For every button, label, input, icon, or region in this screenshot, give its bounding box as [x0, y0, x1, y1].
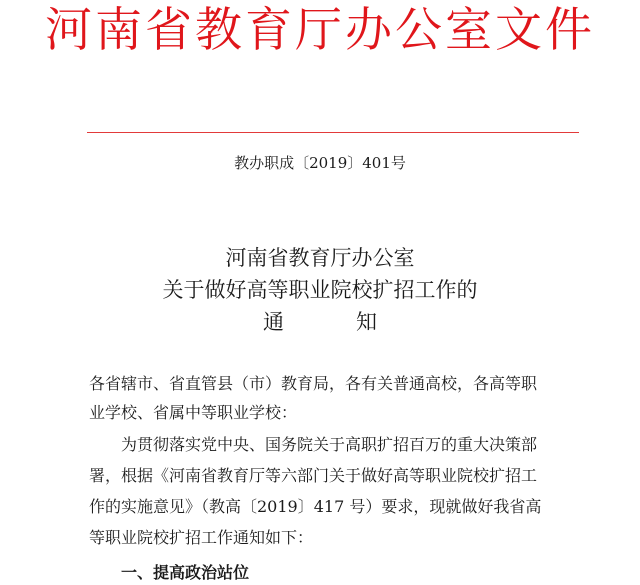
title-line-3 — [0, 308, 640, 336]
paragraph-line-2: 署，根据《河南省教育厅等六部门关于做好高等职业院校扩招工 — [89, 466, 538, 485]
section-heading-1: 一、提高政治站位 — [121, 563, 250, 582]
title-char-zhi: 知 — [356, 310, 377, 334]
title-line-2: 关于做好高等职业院校扩招工作的 — [162, 278, 478, 302]
paragraph-line-4: 等职业院校扩招工作通知如下： — [89, 528, 314, 547]
salutation-line-2: 业学校、省属中等职业学校： — [89, 403, 298, 422]
document-number: 教办职成〔2019〕401号 — [234, 154, 406, 172]
salutation-line-1: 各省辖市、省直管县（市）教育局，各有关普通高校，各高等职 — [89, 374, 538, 393]
title-char-tong: 通 — [263, 310, 284, 334]
red-divider-rule — [87, 132, 579, 133]
paragraph-line-1: 为贯彻落实党中央、国务院关于高职扩招百万的重大决策部 — [121, 435, 538, 454]
title-line-1: 河南省教育厅办公室 — [225, 246, 415, 270]
paragraph-line-3: 作的实施意见》（教高〔2019〕417 号）要求，现就做好我省高 — [89, 497, 542, 516]
issuer-header: 河南省教育厅办公室文件 — [45, 3, 595, 58]
